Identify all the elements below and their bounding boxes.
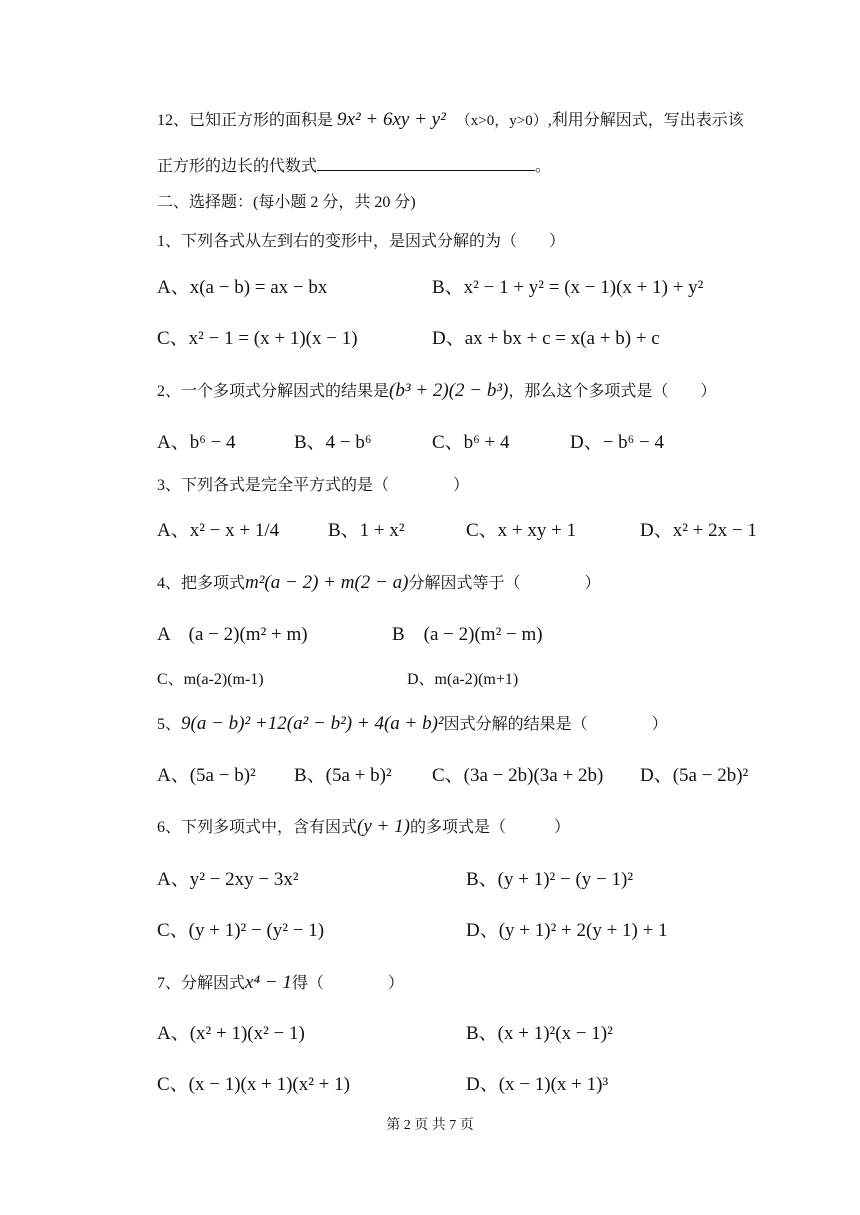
q4-stem-text: 4、把多项式 (157, 575, 246, 592)
q5-option-c: C、(3a − 2b)(3a + 2b) (432, 765, 604, 786)
q1-option-a: A、x(a − b) = ax − bx (157, 277, 328, 298)
q3-option-d: D、x² + 2x − 1 (640, 520, 757, 541)
q12-condition: （x>0，y>0） (455, 113, 548, 129)
q2-stem-text-b: ，那么这个多项式是（ ） (508, 383, 717, 400)
q12-period: 。 (535, 158, 552, 175)
q6-option-d: D、(y + 1)² + 2(y + 1) + 1 (466, 920, 668, 941)
section-title: 二、选择题：(每小题 2 分，共 20 分) (157, 194, 416, 211)
q12-text-b: ,利用分解因式，写出表示该 (547, 112, 744, 129)
question-5-stem (157, 713, 668, 736)
q5-stem-text-b: 因式分解的结果是（ ） (443, 716, 668, 733)
q2-stem-text: 2、一个多项式分解因式的结果是 (157, 383, 390, 400)
q5-option-d: D、(5a − 2b)² (640, 765, 749, 786)
page-footer: 第 2 页 共 7 页 (386, 1118, 474, 1133)
q4-option-a: A (a − 2)(m² + m) (157, 624, 308, 645)
q7-option-d: D、(x − 1)(x + 1)³ (466, 1074, 609, 1095)
q6-stem-math: (y + 1) (357, 816, 410, 837)
q4-stem-math: m²(a − 2) + m(2 − a) (245, 572, 409, 593)
question-7-stem (157, 972, 404, 995)
q2-option-a: A、b⁶ − 4 (157, 432, 236, 453)
q5-option-a: A、(5a − b)² (157, 765, 256, 786)
q6-stem-text: 6、下列多项式中，含有因式 (157, 819, 358, 836)
q2-option-d: D、− b⁶ − 4 (570, 432, 665, 453)
q12-text: 12、已知正方形的面积是 (157, 112, 334, 129)
q7-option-c: C、(x − 1)(x + 1)(x² + 1) (157, 1074, 350, 1095)
q5-stem-math: 9(a − b)² +12(a² − b²) + 4(a + b)² (181, 713, 444, 734)
q6-stem-text-b: 的多项式是（ ） (409, 819, 570, 836)
question-2-stem (157, 380, 716, 403)
q6-option-a: A、y² − 2xy − 3x² (157, 869, 299, 890)
q1-option-b: B、x² − 1 + y² = (x − 1)(x + 1) + y² (432, 277, 704, 298)
q4-option-b: B (a − 2)(m² − m) (392, 624, 543, 645)
q3-option-c: C、x + xy + 1 (466, 520, 577, 541)
q5-stem-text: 5、 (157, 716, 182, 733)
q3-option-a: A、x² − x + 1/4 (157, 520, 280, 541)
question-4-stem (157, 572, 600, 595)
q7-stem-text: 7、分解因式 (157, 975, 246, 992)
q1-option-c: C、x² − 1 = (x + 1)(x − 1) (157, 328, 358, 349)
answer-blank[interactable] (317, 156, 535, 171)
q6-option-c: C、(y + 1)² − (y² − 1) (157, 920, 325, 941)
q2-stem-math: (b³ + 2)(2 − b³) (389, 380, 509, 401)
q1-option-d: D、ax + bx + c = x(a + b) + c (432, 328, 660, 349)
question-3-stem: 3、下列各式是完全平方式的是（ ） (157, 477, 470, 494)
q6-option-b: B、(y + 1)² − (y − 1)² (466, 869, 634, 890)
question-1-stem: 1、下列各式从左到右的变形中，是因式分解的为（ ） (157, 233, 566, 250)
q7-stem-math: x⁴ − 1 (245, 972, 292, 993)
q5-option-b: B、(5a + b)² (294, 765, 392, 786)
q7-option-a: A、(x² + 1)(x² − 1) (157, 1023, 305, 1044)
q7-stem-text-b: 得（ ） (291, 975, 404, 992)
q3-option-b: B、1 + x² (328, 520, 405, 541)
q12-line2 (157, 156, 551, 178)
question-6-stem (157, 816, 570, 839)
q12-text-c: 正方形的边长的代数式 (157, 158, 318, 175)
q4-option-c: C、m(a-2)(m-1) (157, 671, 264, 688)
q4-option-d: D、m(a-2)(m+1) (407, 671, 519, 688)
q7-option-b: B、(x + 1)²(x − 1)² (466, 1023, 613, 1044)
q12-area-expression: 9x² + 6xy + y² (337, 109, 446, 130)
q2-option-b: B、4 − b⁶ (294, 432, 372, 453)
q12-line1 (157, 109, 744, 132)
q2-option-c: C、b⁶ + 4 (432, 432, 510, 453)
q4-stem-text-b: 分解因式等于（ ） (408, 575, 601, 592)
